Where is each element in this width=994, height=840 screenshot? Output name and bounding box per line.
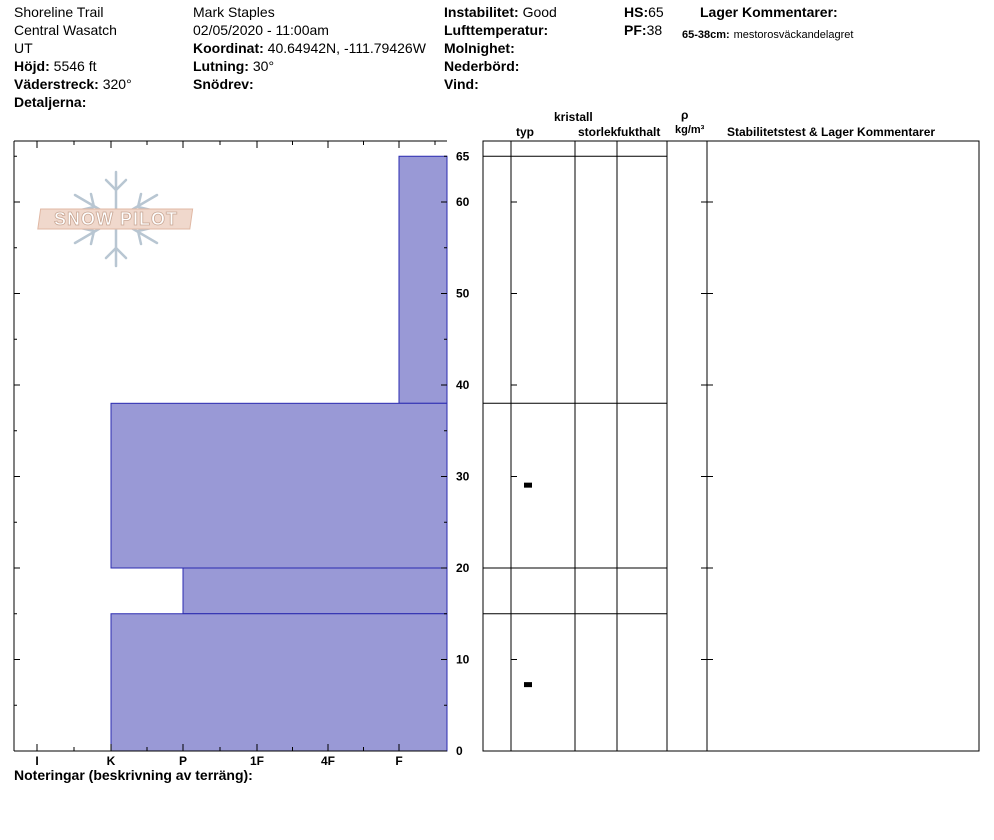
instability-label: Instabilitet: (444, 4, 519, 20)
column-header-rho: ρ (681, 108, 689, 122)
air-temperature-label: Lufttemperatur: (444, 22, 549, 38)
elevation-value: 5546 ft (53, 58, 97, 74)
depth-label-40: 40 (456, 378, 470, 392)
layer-bar-3 (183, 568, 447, 614)
column-header-size: storlek (578, 125, 618, 139)
layer-comment-range: 65-38cm: (682, 29, 730, 41)
layer-comments-label: Lager Kommentarer: (700, 4, 838, 20)
layer-bar-2 (111, 403, 447, 568)
depth-label-50: 50 (456, 286, 470, 301)
grain-marker-1 (524, 483, 532, 488)
layer-bar-4 (111, 614, 447, 751)
pf-value: 38 (646, 22, 663, 38)
column-header-density-unit: kg/m³ (675, 124, 705, 136)
slope-value: 30° (252, 58, 275, 74)
layer-bars (111, 156, 447, 751)
details-label: Detaljerna: (14, 94, 87, 110)
terrain-notes-label: Noteringar (beskrivning av terräng): (14, 767, 253, 783)
coordinate-label: Koordinat: (193, 40, 264, 56)
hardness-label-F: F (395, 754, 403, 768)
logo-text: SNOW PILOT (54, 209, 178, 229)
observer-name: Mark Staples (193, 4, 275, 20)
coordinate-value: 40.64942N, -111.79426W (267, 40, 426, 56)
location-name: Shoreline Trail (14, 4, 104, 20)
observation-datetime: 02/05/2020 - 11:00am (193, 22, 329, 38)
depth-label-30: 30 (456, 469, 470, 484)
hs-value: 65 (648, 4, 664, 20)
hardness-label-P: P (178, 754, 188, 768)
instability-value: Good (522, 4, 557, 20)
drift-label: Snödrev: (193, 76, 254, 92)
column-header-stability: Stabilitetstest & Lager Kommentarer (727, 125, 936, 139)
state: UT (14, 40, 33, 56)
depth-label-60: 60 (456, 195, 470, 209)
aspect-value: 320° (102, 76, 132, 92)
elevation-label: Höjd: (14, 58, 50, 74)
pf-label: PF: (624, 22, 647, 38)
depth-label-65: 65 (456, 149, 470, 164)
wind-label: Vind: (444, 76, 479, 92)
hardness-label-I: I (35, 754, 39, 768)
column-header-moisture: fukthalt (617, 125, 661, 139)
mountain-range: Central Wasatch (14, 22, 117, 38)
cloud-cover-label: Molnighet: (444, 40, 515, 56)
layer-comment-text: mestorosväckandelagret (733, 29, 854, 41)
hardness-label-4F: 4F (320, 754, 336, 768)
column-header-type: typ (516, 125, 534, 139)
precipitation-label: Nederbörd: (444, 58, 520, 74)
depth-label-0: 0 (456, 744, 463, 758)
layer-bar-1 (399, 156, 447, 403)
aspect-label: Väderstreck: (14, 76, 99, 92)
depth-label-20: 20 (456, 561, 470, 575)
slope-label: Lutning: (193, 58, 249, 74)
table-border (483, 141, 979, 751)
hardness-label-K: K (106, 754, 116, 768)
hs-label: HS: (624, 4, 649, 20)
layer-table (483, 141, 979, 751)
grain-marker-2 (524, 682, 532, 687)
snowpilot-logo (38, 172, 193, 266)
column-header-crystal: kristall (554, 110, 593, 124)
depth-label-10: 10 (456, 652, 470, 667)
hardness-label-1F: 1F (249, 754, 265, 768)
